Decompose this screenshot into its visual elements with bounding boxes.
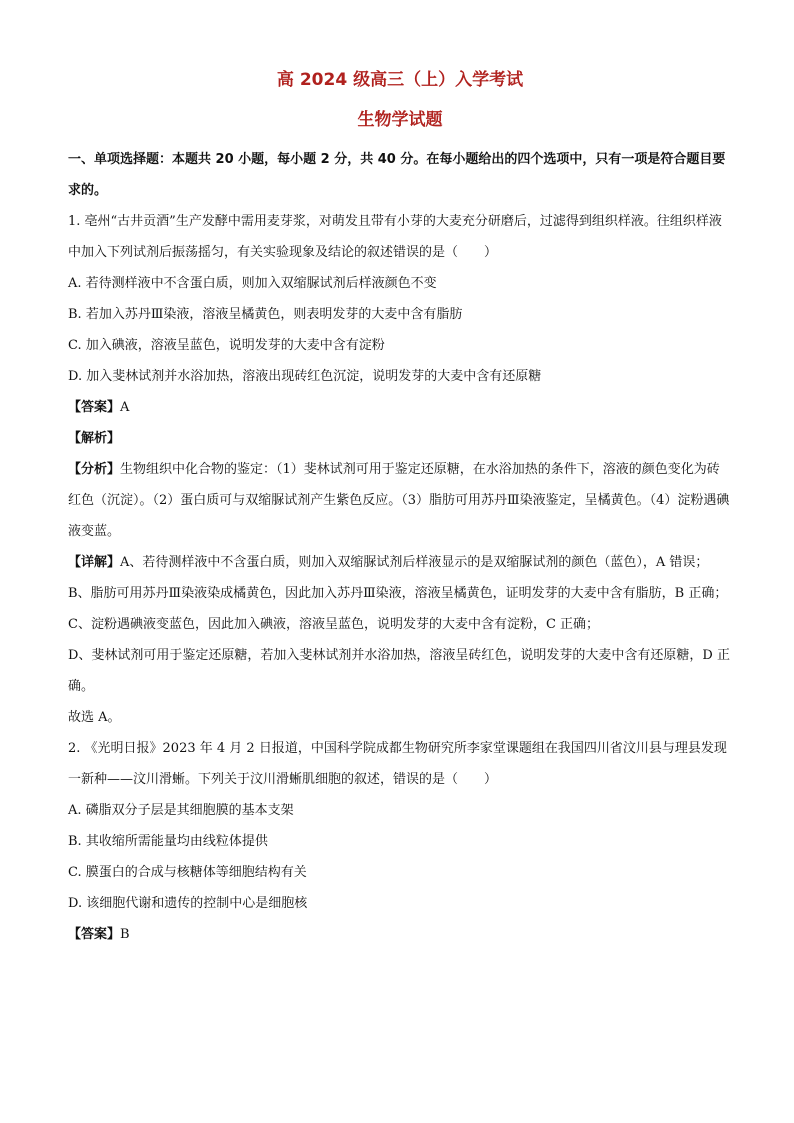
answer-value: A — [120, 400, 130, 415]
fenxi-text: 生物组织中化合物的鉴定：（1）斐林试剂可用于鉴定还原糖，在水浴加热的条件下，溶液的颜色变化为砖红色（沉淀）。（2）蛋白质可与双缩脲试剂产生紫色反应。（3）脂肪可用苏丹Ⅲ染液鉴定，呈橘黄色。（4）淀粉遇碘液变蓝。 — [68, 462, 730, 539]
question-1-option-b: B. 若加入苏丹Ⅲ染液，溶液呈橘黄色，则表明发芽的大麦中含有脂肪 — [68, 307, 463, 322]
answer-label: 【答案】 — [68, 927, 121, 942]
question-2-stem: 2. 《光明日报》2023 年 4 月 2 日报道，中国科学院成都生物研究所李家堂课题组在我国四川省汶川县与理县发现一新种——汶川滑蜥。下列关于汶川滑蜥肌细胞的叙述，错误的是（ ） — [68, 741, 727, 787]
question-1-xiangjie-d: D、斐林试剂可用于鉴定还原糖，若加入斐林试剂并水浴加热，溶液呈砖红色，说明发芽的大麦中含有还原糖，D 正确。 — [68, 648, 730, 694]
fenxi-label: 【分析】 — [68, 462, 121, 477]
question-2-option-a: A. 磷脂双分子层是其细胞膜的基本支架 — [68, 803, 294, 818]
answer-value: B — [120, 927, 130, 942]
section-heading: 一、单项选择题：本题共 20 小题，每小题 2 分，共 40 分。在每小题给出的四个选项中，只有一项是符合题目要求的。 — [68, 152, 726, 198]
question-1-xiangjie-a — [68, 547, 732, 578]
question-1-answer — [68, 392, 732, 423]
question-1-option-d: D. 加入斐林试剂并水浴加热，溶液出现砖红色沉淀，说明发芽的大麦中含有还原糖 — [68, 369, 542, 384]
question-1-xiangjie-c: C、淀粉遇碘液变蓝色，因此加入碘液，溶液呈蓝色，说明发芽的大麦中含有淀粉，C 正确； — [68, 617, 600, 632]
xiangjie-a-text: A、若待测样液中不含蛋白质，则加入双缩脲试剂后样液显示的是双缩脲试剂的颜色（蓝色），A 错误； — [120, 555, 709, 570]
question-1-fenxi — [68, 454, 732, 547]
question-1-analysis-label — [68, 423, 732, 454]
question-1-conclusion: 故选 A。 — [68, 710, 121, 725]
question-2-option-d: D. 该细胞代谢和遗传的控制中心是细胞核 — [68, 896, 308, 911]
question-2-option-b: B. 其收缩所需能量均由线粒体提供 — [68, 834, 268, 849]
subject-title: 生物学试题 — [357, 110, 443, 130]
question-1-stem: 1. 亳州“古井贡酒”生产发酵中需用麦芽浆，对萌发且带有小芽的大麦充分研磨后，过滤得到组织样液。往组织样液中加入下列试剂后振荡摇匀，有关实验现象及结论的叙述错误的是（ ） — [68, 214, 722, 260]
question-1-option-a: A. 若待测样液中不含蛋白质，则加入双缩脲试剂后样液颜色不变 — [68, 276, 437, 291]
question-1-option-c: C. 加入碘液，溶液呈蓝色，说明发芽的大麦中含有淀粉 — [68, 338, 385, 353]
question-2-option-c: C. 膜蛋白的合成与核糖体等细胞结构有关 — [68, 865, 307, 880]
answer-label: 【答案】 — [68, 400, 121, 415]
question-1-xiangjie-b: B、脂肪可用苏丹Ⅲ染液染成橘黄色，因此加入苏丹Ⅲ染液，溶液呈橘黄色，证明发芽的大麦中含有脂肪，B 正确； — [68, 586, 728, 601]
question-2-answer — [68, 919, 732, 950]
xiangjie-label: 【详解】 — [68, 555, 121, 570]
analysis-label: 【解析】 — [68, 431, 121, 446]
exam-title: 高 2024 级高三（上）入学考试 — [276, 70, 524, 90]
